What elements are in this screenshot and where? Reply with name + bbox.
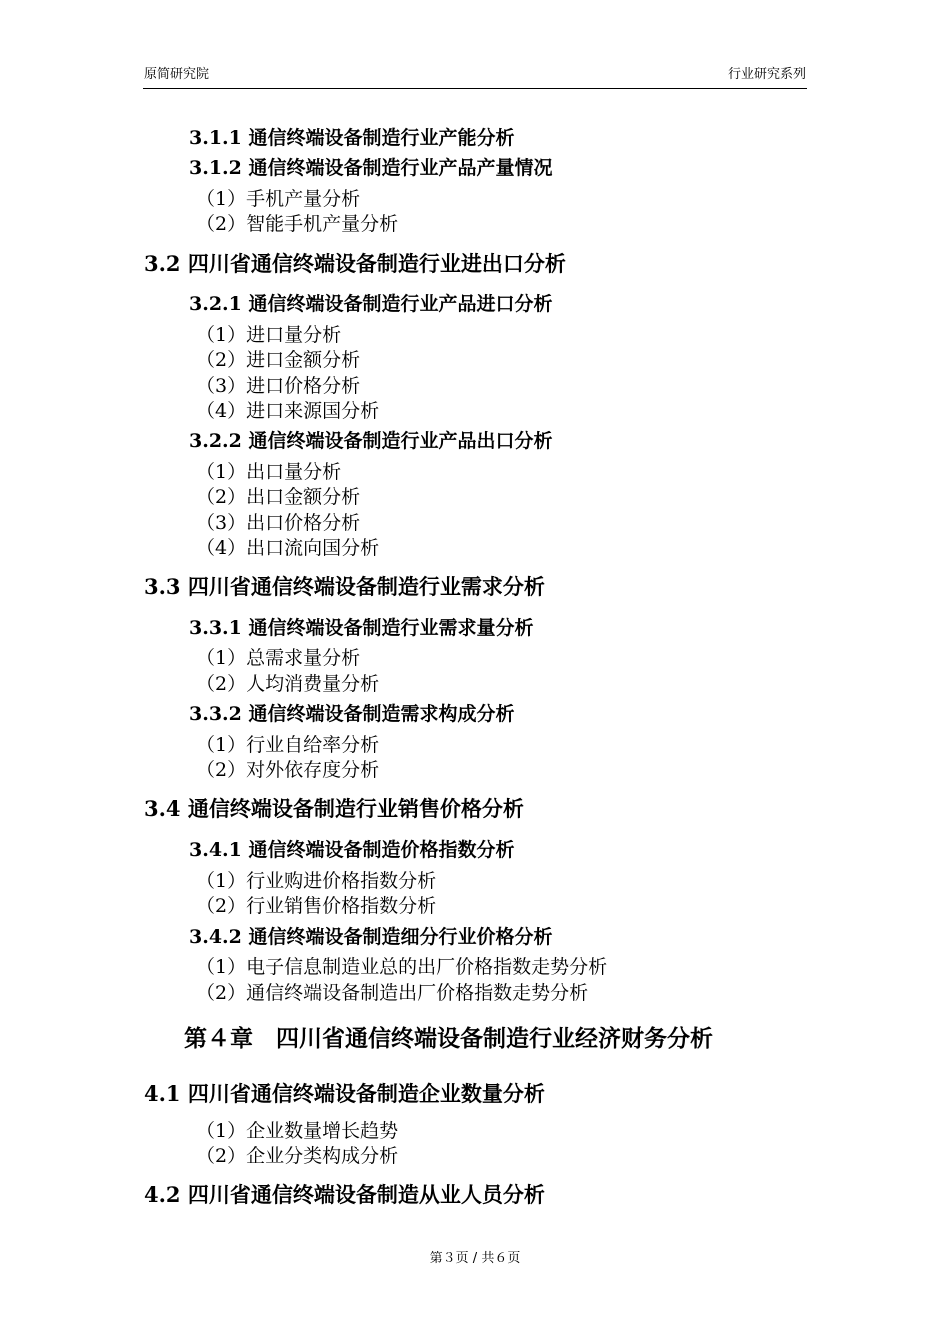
- toc-entry: （2）智能手机产量分析: [196, 213, 399, 235]
- toc-entry: 3.1.2 通信终端设备制造行业产品产量情况: [189, 157, 553, 179]
- toc-entry: （2）对外依存度分析: [196, 759, 380, 781]
- toc-entry: 3.3 四川省通信终端设备制造行业需求分析: [144, 574, 545, 599]
- toc-entry: 4.1 四川省通信终端设备制造企业数量分析: [144, 1081, 545, 1106]
- toc-entry: 3.2.1 通信终端设备制造行业产品进口分析: [189, 293, 553, 315]
- page-number-footer: 第３页 / 共６页: [429, 1251, 521, 1266]
- toc-entry: 3.1.1 通信终端设备制造行业产能分析: [189, 127, 515, 149]
- toc-entry: 3.3.2 通信终端设备制造需求构成分析: [189, 703, 515, 725]
- toc-entry: 4.2 四川省通信终端设备制造从业人员分析: [144, 1182, 545, 1207]
- toc-entry: （2）人均消费量分析: [196, 673, 380, 695]
- toc-entry: （1）电子信息制造业总的出厂价格指数走势分析: [196, 956, 608, 978]
- toc-entry: （1）出口量分析: [196, 461, 342, 483]
- toc-entry: （1）手机产量分析: [196, 188, 361, 210]
- toc-entry: （2）企业分类构成分析: [196, 1145, 399, 1167]
- toc-entry: （4）出口流向国分析: [196, 537, 380, 559]
- toc-entry: （1）行业自给率分析: [196, 734, 380, 756]
- toc-chapter-heading: 第４章 四川省通信终端设备制造行业经济财务分析: [184, 1025, 713, 1052]
- toc-entry: （4）进口来源国分析: [196, 400, 380, 422]
- toc-entry: 3.2.2 通信终端设备制造行业产品出口分析: [189, 430, 553, 452]
- toc-entry: 3.2 四川省通信终端设备制造行业进出口分析: [144, 251, 566, 276]
- toc-entry: （3）出口价格分析: [196, 512, 361, 534]
- toc-entry: （2）行业销售价格指数分析: [196, 895, 437, 917]
- toc-entry: （2）通信终端设备制造出厂价格指数走势分析: [196, 982, 589, 1004]
- toc-entry: （2）进口金额分析: [196, 349, 361, 371]
- header-left-text: 原简研究院: [144, 67, 210, 82]
- header-right-text: 行业研究系列: [727, 67, 806, 82]
- toc-entry: （1）总需求量分析: [196, 647, 361, 669]
- toc-entry: （1）进口量分析: [196, 324, 342, 346]
- toc-entry: （1）企业数量增长趋势: [196, 1120, 399, 1142]
- toc-entry: 3.4 通信终端设备制造行业销售价格分析: [144, 796, 524, 821]
- toc-entry: （2）出口金额分析: [196, 486, 361, 508]
- toc-entry: （1）行业购进价格指数分析: [196, 870, 437, 892]
- toc-entry: 3.3.1 通信终端设备制造行业需求量分析: [189, 617, 534, 639]
- toc-entry: 3.4.2 通信终端设备制造细分行业价格分析: [189, 926, 553, 948]
- toc-entry: （3）进口价格分析: [196, 375, 361, 397]
- toc-entry: 3.4.1 通信终端设备制造价格指数分析: [189, 839, 515, 861]
